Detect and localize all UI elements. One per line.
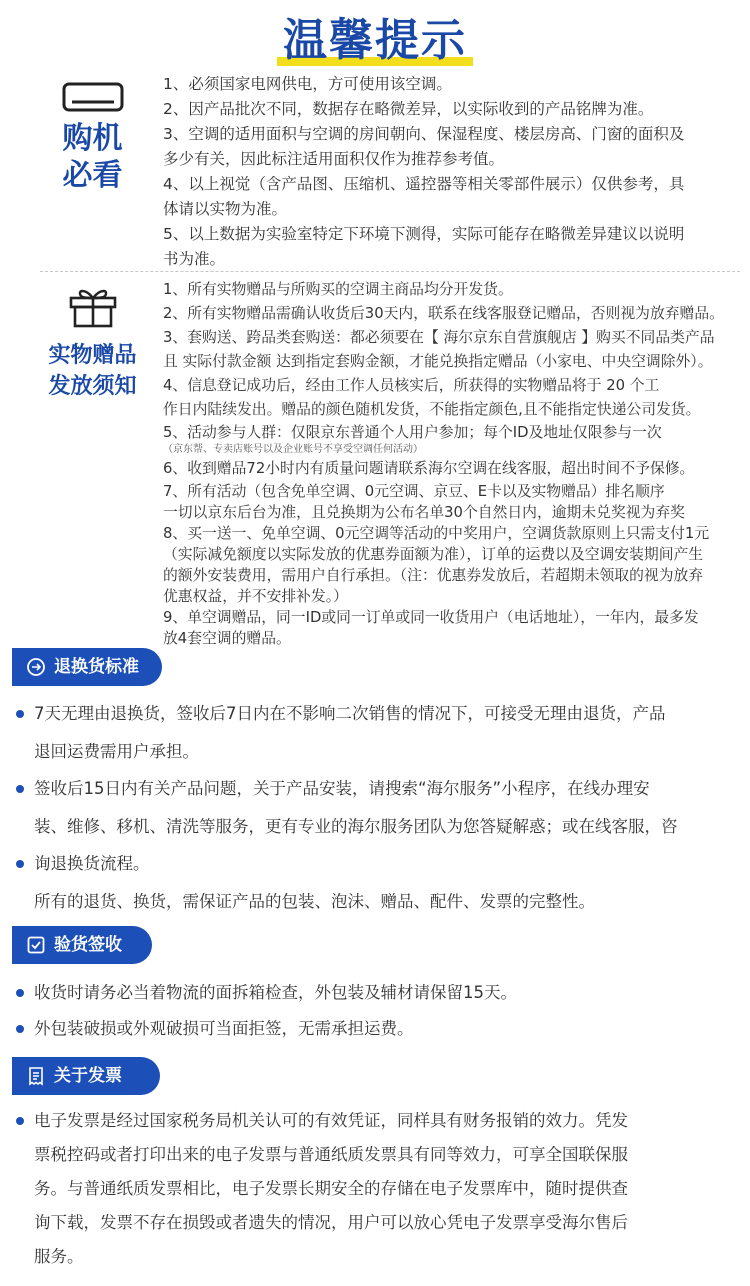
- gift-box-icon: [67, 284, 119, 328]
- gift-title-line1: 实物赠品: [48, 343, 137, 368]
- gift-note: 作日内陆续发出。赠品的颜色随机发货，不能指定颜色,且不能指定快递公司发货。: [163, 401, 701, 418]
- list-item: 服务。: [34, 1247, 84, 1266]
- invoice-list: [14, 1104, 734, 1274]
- list-item: 外包装破损或外观破损可当面拒签，无需承担运费。: [14, 1011, 734, 1047]
- inspection-header: [12, 926, 152, 964]
- gift-note: 4、信息登记成功后，经由工作人员核实后，所获得的实物赠品将于 20 个工: [163, 377, 660, 394]
- gift-note: 8、买一送一、免单空调、0元空调等活动的中奖用户，空调货款原则上只需支付1元: [163, 525, 710, 542]
- gift-note: （实际减免额度以实际发放的优惠券面额为准），订单的运费以及空调安装期间产生: [163, 546, 704, 563]
- inspection-list: [14, 975, 734, 1047]
- gift-note: 1、所有实物赠品与所购买的空调主商品均分开发货。: [163, 281, 513, 298]
- gift-title-line2: 发放须知: [48, 374, 137, 399]
- receipt-icon: [26, 1066, 46, 1086]
- list-item: 签收后15日内有关产品问题，关于产品安装，请搜索“海尔服务”小程序，在线办理安: [14, 770, 734, 808]
- list-item: 收货时请务必当着物流的面拆箱检查，外包装及辅材请保留15天。: [14, 975, 734, 1011]
- checkbox-icon: [26, 935, 46, 955]
- gift-side: [30, 284, 155, 402]
- purchase-title-line1: 购机: [62, 121, 123, 156]
- list-item: 询退换货流程。: [14, 845, 734, 883]
- list-item: 务。与普通纸质发票相比，电子发票长期安全的存储在电子发票库中，随时提供查: [34, 1179, 628, 1198]
- purchase-side: [30, 82, 155, 194]
- invoice-header: [12, 1057, 160, 1095]
- purchase-note: 书为准。: [163, 250, 226, 268]
- returns-header: [12, 648, 162, 686]
- purchase-note: 1、必须国家电网供电，方可使用该空调。: [163, 75, 452, 93]
- title-wrap: [0, 14, 750, 68]
- gift-note: 5、活动参与人群：仅限京东普通个人用户参加；每个ID及地址仅限参与一次: [163, 424, 662, 441]
- purchase-note: 3、空调的适用面积与空调的房间朝向、保湿程度、楼层房高、门窗的面积及: [163, 125, 685, 143]
- gift-note: 放4套空调的赠品。: [163, 630, 291, 647]
- list-item: 装、维修、移机、清洗等服务，更有专业的海尔服务团队为您答疑解惑；或在线客服，咨: [34, 816, 678, 836]
- section-divider: [40, 271, 740, 272]
- gift-note: 6、收到赠品72小时内有质量问题请联系海尔空调在线客服，超出时间不予保修。: [163, 460, 695, 477]
- air-conditioner-icon: [62, 82, 124, 114]
- list-item: 所有的退货、换货，需保证产品的包装、泡沫、赠品、配件、发票的完整性。: [34, 891, 595, 911]
- purchase-note: 5、以上数据为实验室特定下环境下测得，实际可能存在略微差异建议以说明: [163, 225, 685, 243]
- list-item: 7天无理由退换货，签收后7日内在不影响二次销售的情况下，可接受无理由退货，产品: [14, 695, 734, 733]
- purchase-note: 体请以实物为准。: [163, 200, 288, 218]
- list-item: 询下载，发票不存在损毁或者遗失的情况，用户可以放心凭电子发票享受海尔售后: [34, 1213, 628, 1232]
- gift-note: 一切以京东后台为准，且兑换期为公布名单30个自然日内，逾期未兑奖视为弃奖: [163, 504, 685, 521]
- list-item: 票税控码或者打印出来的电子发票与普通纸质发票具有同等效力，可享全国联保服: [34, 1145, 628, 1164]
- purchase-notes: [163, 72, 733, 272]
- purchase-title-line2: 必看: [62, 158, 123, 193]
- inspection-header-label: 验货签收: [54, 935, 122, 955]
- gift-note: 的额外安装费用，需用户自行承担。（注：优惠券发放后，若超期未领取的视为放弃: [163, 567, 704, 584]
- gift-note: 优惠权益，并不安排补发。）: [163, 588, 348, 605]
- page-title: 温馨提示: [283, 15, 467, 66]
- invoice-header-label: 关于发票: [54, 1066, 122, 1086]
- returns-header-label: 退换货标准: [54, 657, 139, 677]
- purchase-note: 4、以上视觉（含产品图、压缩机、遥控器等相关零部件展示）仅供参考，具: [163, 175, 685, 193]
- purchase-note: 多少有关，因此标注适用面积仅作为推荐参考值。: [163, 150, 505, 168]
- gift-notes: [163, 278, 743, 649]
- gift-note: 且 实际付款金额 达到指定套购金额，才能兑换指定赠品（小家电、中央空调除外）。: [163, 353, 713, 370]
- purchase-note: 2、因产品批次不同，数据存在略微差异，以实际收到的产品铭牌为准。: [163, 100, 654, 118]
- gift-note-small: （京东帮、专卖店账号以及企业账号不享受空调任何活动）: [163, 444, 423, 455]
- gift-note: 7、所有活动（包含免单空调、0元空调、京豆、E卡以及实物赠品）排名顺序: [163, 483, 665, 500]
- returns-list: [14, 695, 734, 920]
- gift-note: 2、所有实物赠品需确认收货后30天内，联系在线客服登记赠品，否则视为放弃赠品。: [163, 305, 724, 322]
- list-item: 退回运费需用户承担。: [34, 741, 199, 761]
- list-item: 电子发票是经过国家税务局机关认可的有效凭证，同样具有财务报销的效力。凭发: [14, 1104, 734, 1138]
- return-icon: [26, 657, 46, 677]
- gift-note: 3、套购送、跨品类套购送：都必须要在【 海尔京东自营旗舰店 】购买不同品类产品: [163, 329, 715, 346]
- gift-note: 9、单空调赠品，同一ID或同一订单或同一收货用户（电话地址），一年内，最多发: [163, 609, 699, 626]
